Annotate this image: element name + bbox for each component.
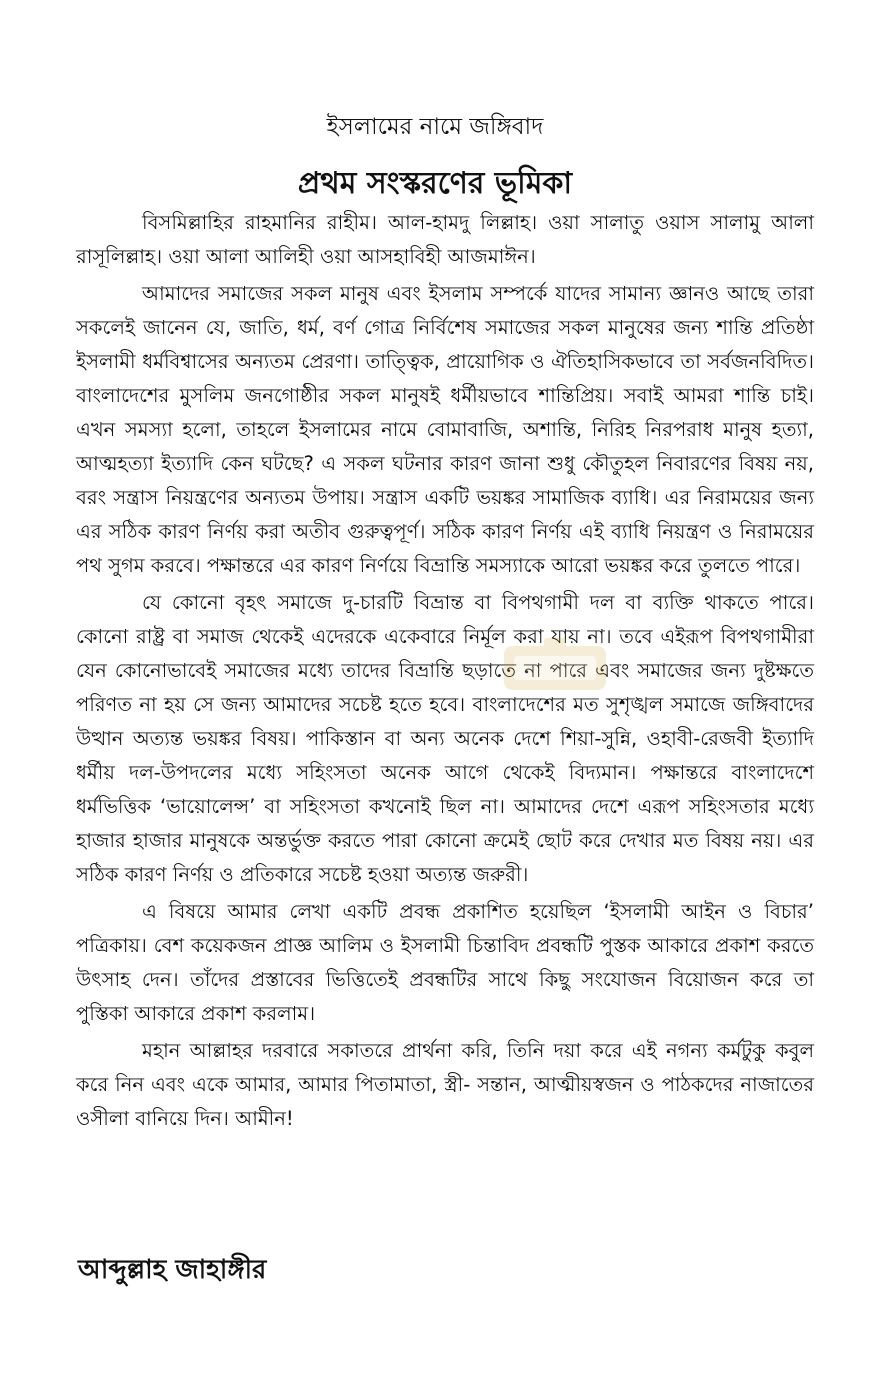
- paragraph: আমাদের সমাজের সকল মানুষ এবং ইসলাম সম্পর্কে যাদের সামান্য জ্ঞানও আছে তারা সকলেই জানেন যে, জাতি, ধর্ম, বর্ণ গোত্র নির্বিশেষ সমাজের সকল মানুষের জন্য শান্তি প্রতিষ্ঠা ইসলামী ধর্মবিশ্বাসের অন্যতম প্রেরণা। তাত্ত্বিক, প্রায়োগিক ও ঐতিহাসিকভাবে তা সর্বজনবিদিত। বাংলাদেশের মুসলিম জনগোষ্ঠীর সকল মানুষই ধর্মীয়ভাবে শান্তিপ্রিয়। সবাই আমরা শান্তি চাই। এখন সমস্যা হলো, তাহলে ইসলামের নামে বোমাবাজি, অশান্তি, নিরিহ নিরপরাধ মানুষ হত্যা, আত্মহত্যা ইত্যাদি কেন ঘটছে? এ সকল ঘটনার কারণ জানা শুধু কৌতুহল নিবারণের বিষয় নয়, বরং সন্ত্রাস নিয়ন্ত্রণের অন্যতম উপায়। সন্ত্রাস একটি ভয়ঙ্কর সামাজিক ব্যাধি। এর নিরাময়ের জন্য এর সঠিক কারণ নির্ণয় করা অতীব গুরুত্বপূর্ণ। সঠিক কারণ নির্ণয় এই ব্যাধি নিয়ন্ত্রণ ও নিরাময়ের পথ সুগম করবে। পক্ষান্তরে এর কারণ নির্ণয়ে বিভ্রান্তি সমস্যাকে আরো ভয়ঙ্কর করে তুলতে পারে।: [76, 282, 814, 577]
- publisher-logo-watermark-icon: [500, 636, 610, 700]
- running-header: ইসলামের নামে জঙ্গিবাদ: [326, 114, 544, 140]
- paragraph: এ বিষয়ে আমার লেখা একটি প্রবন্ধ প্রকাশিত হয়েছিল ‘ইসলামী আইন ও বিচার’ পত্রিকায়। বেশ কয়েকজন প্রাজ্ঞ আলিম ও ইসলামী চিন্তাবিদ প্রবন্ধটি পুস্তক আকারে প্রকাশ করতে উৎসাহ দেন। তাঁদের প্রস্তাবের ভিত্তিতেই প্রবন্ধটির সাথে কিছু সংযোজন বিয়োজন করে তা পুস্তিকা আকারে প্রকাশ করলাম।: [76, 900, 814, 1025]
- body-text: [76, 206, 814, 1136]
- paragraph: যে কোনো বৃহৎ সমাজে দু-চারটি বিভ্রান্ত বা বিপথগামী দল বা ব্যক্তি থাকতে পারে। কোনো রাষ্ট্র বা সমাজ থেকেই এদেরকে একেবারে নির্মূল করা যায় না। তবে এইরূপ বিপথগামীরা যেন কোনোভাবেই সমাজের মধ্যে তাদের বিভ্রান্তি ছড়াতে না পারে এবং সমাজের জন্য দুষ্টক্ষতে পরিণত না হয় সে জন্য আমাদের সচেষ্ট হতে হবে। বাংলাদেশের মত সুশৃঙ্খল সমাজে জঙ্গিবাদের উত্থান অত্যন্ত ভয়ঙ্কর বিষয়। পাকিস্তান বা অন্য অনেক দেশে শিয়া-সুন্নি, ওহাবী-রেজবী ইত্যাদি ধর্মীয় দল-উপদলের মধ্যে সহিংসতা অনেক আগে থেকেই বিদ্যমান। পক্ষান্তরে বাংলাদেশে ধর্মভিত্তিক ‘ভায়োলেন্স’ বা সহিংসতা কখনোই ছিল না। আমাদের দেশে এরূপ সহিংসতার মধ্যে হাজার হাজার মানুষকে অন্তর্ভুক্ত করতে পারা কোনো ক্রমেই ছোট করে দেখার মত বিষয় নয়। এর সঠিক কারণ নির্ণয় ও প্রতিকারে সচেষ্ট হওয়া অত্যন্ত জরুরী।: [76, 591, 814, 886]
- paragraph: মহান আল্লাহর দরবারে সকাতরে প্রার্থনা করি, তিনি দয়া করে এই নগন্য কর্মটুকু কবুল করে নিন এবং একে আমার, আমার পিতামাতা, স্ত্রী- সন্তান, আত্মীয়স্বজন ও পাঠকদের নাজাতের ওসীলা বানিয়ে দিন। আমীন!: [76, 1039, 814, 1130]
- page-title: প্রথম সংস্করণের ভূমিকা: [297, 166, 573, 201]
- paragraph: বিসমিল্লাহির রাহমানির রাহীম। আল-হামদু লিল্লাহ। ওয়া সালাতু ওয়াস সালামু আলা রাসূলিল্লাহ। ওয়া আলা আলিহী ওয়া আসহাবিহী আজমাঈন।: [76, 211, 814, 268]
- author-signature: আব্দুল্লাহ জাহাঙ্গীর: [78, 1255, 267, 1285]
